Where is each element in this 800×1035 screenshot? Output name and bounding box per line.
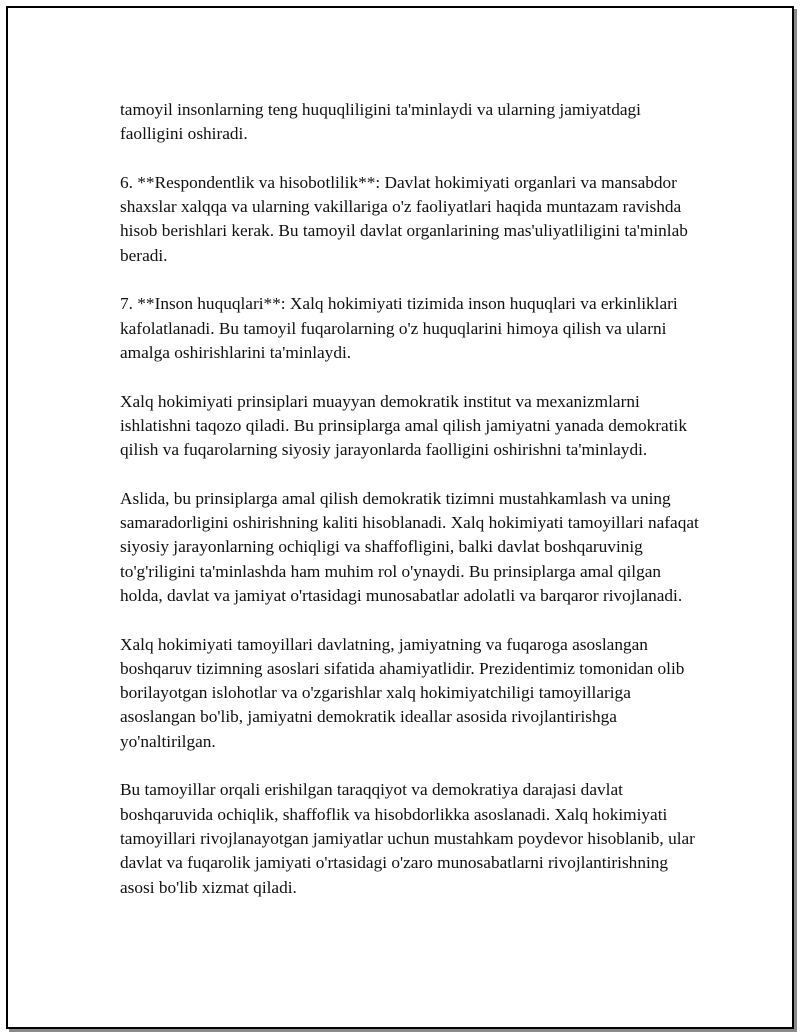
paragraph-body: Bu tamoyillar orqali erishilgan taraqqiyot va demokratiya darajasi davlat boshqaruvida ochiqlik, shaffoflik va hisobdorlikka asoslanadi. Xalq hokimiyati tamoyillari rivojlanayotgan jamiyatlar uchun mustahkam poydevor hisoblanib, ular davlat va fuqarolik jamiyati o'rtasidagi o'zaro munosabatlarni rivojlantirishning asosi bo'lib xizmat qiladi. (120, 780, 695, 897)
paragraph-continuation: tamoyil insonlarning teng huquqliligini ta'minlaydi va ularning jamiyatdagi faolligini oshiradi. (120, 100, 641, 144)
paragraph-body: Xalq hokimiyati tamoyillari davlatning, jamiyatning va fuqaroga asoslangan boshqaruv tizimning asoslari sifatida ahamiyatlidir. Prezidentimiz tomonidan olib borilayotgan islohotlar va o'zgarishlar xalq hokimiyatchiligi tamoyillariga asoslangan bo'lib, jamiyatni demokratik ideallar asosida rivojlantirishga yo'naltirilgan. (120, 634, 685, 751)
paragraph-body: Xalq hokimiyati prinsiplari muayyan demokratik institut va mexanizmlarni ishlatishni taqozo qiladi. Bu prinsiplarga amal qilish jamiyatni yanada demokratik qilish va fuqarolarning siyosiy jarayonlarda faolligini oshirishni ta'minlaydi. (120, 391, 687, 460)
document-page (6, 6, 794, 1029)
paragraph-principle-7: 7. **Inson huquqlari**: Xalq hokimiyati tizimida inson huquqlari va erkinliklari kafolatlanadi. Bu tamoyil fuqarolarning o'z huquqlarini himoya qilish va ularni amalga oshirishlarini ta'minlaydi. (120, 294, 678, 362)
paragraph-principle-6: 6. **Respondentlik va hisobotlilik**: Davlat hokimiyati organlari va mansabdor shaxslar xalqqa va ularning vakillariga o'z faoliyatlari haqida muntazam ravishda hisob berishlari kerak. Bu tamoyil davlat organlarining mas'uliyatliligini ta'minlab beradi. (120, 172, 688, 265)
paragraph-body: Aslida, bu prinsiplarga amal qilish demokratik tizimni mustahkamlash va uning samaradorligini oshirishning kaliti hisoblanadi. Xalq hokimiyati tamoyillari nafaqat siyosiy jarayonlarning ochiqligi va shaffofligini, balki davlat boshqaruvinig to'g'riligini ta'minlashda ham muhim rol o'ynaydi. Bu prinsiplarga amal qilgan holda, davlat va jamiyat o'rtasidagi munosabatlar adolatli va barqaror rivojlanadi. (120, 488, 699, 605)
document-body (120, 98, 700, 924)
